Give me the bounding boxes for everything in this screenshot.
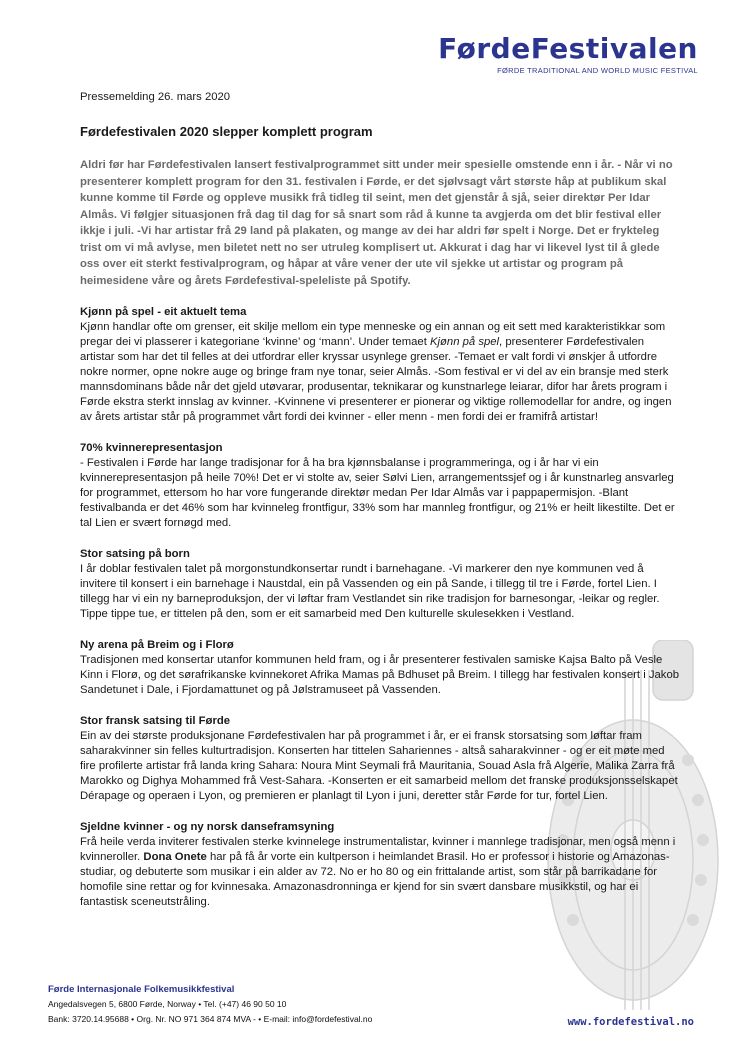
section-body (80, 320, 680, 425)
artist-name: Dona Onete (143, 851, 207, 863)
theme-emphasis: Kjønn på spel (429, 336, 500, 348)
logo-tagline: FØRDE TRADITIONAL AND WORLD MUSIC FESTIVAL (497, 66, 698, 75)
page-title: Førdefestivalen 2020 slepper komplett program (80, 124, 373, 139)
date-line: Pressemelding 26. mars 2020 (80, 91, 231, 103)
section-body (80, 835, 680, 910)
section-new-arena (80, 638, 680, 698)
section-body: - Festivalen i Førde har lange tradisjonar for å ha bra kjønnsbalanse i programmeringa, og i år har vi ein kvinnerepresentasjon på heile 70%! Det er vi stolte av, seier Sølvi Lien, arrangementssjef og i år kunstnarleg ansvarleg for programmet, ettersom ho har vore fungerande direktør medan Per Idar Almås var i pappapermisjon. -Blant festivalbanda er det 46% som har kvinneleg frontfigur, 33% som har mannleg frontfigur, og 21% er heilt likestilte. Det er tal Lien er svært fornøgd med. (80, 457, 675, 529)
intro-paragraph: Aldri før har Førdefestivalen lansert festivalprogrammet sitt under meir spesielle omstende enn i år. - Når vi no presenterer komplett program for den 31. festivalen i Førde, er det sjølvsagt vårt største håp at publikum skal kunne komme til Førde og oppleve musikk frå tidleg til seint, men det gjenstår å sjå, seier direktør Per Idar Almås. Vi følgjer situasjonen frå dag til dag for så snart som råd å kunne ta avgjerda om det blir festival eller ikkje i juli. -Vi har artistar frå 29 land på plakaten, og mange av dei har aldri før spelt i Norge. Det er frykteleg trist om vi må avlyse, men biletet nett no ser utruleg komplisert ut. Akkurat i dag har vi likevel lyst til å glede oss over eit sterkt festivalprogram, og håpar at våre vener der ute vil sjekke ut artistar og program på heimesidene våre og årets Førdefestival-speleliste på Spotify. (80, 159, 673, 287)
footer-address: Angedalsvegen 5, 6800 Førde, Norway • Tel. (+47) 46 90 50 10 (48, 999, 287, 1009)
footer-bank-info: Bank: 3720.14.95688 • Org. Nr. NO 971 364 874 MVA - • E-mail: info@fordefestival.no (48, 1014, 373, 1024)
footer-org-name: Førde Internasjonale Folkemusikkfestival (48, 984, 235, 995)
section-female-representation (80, 441, 680, 531)
section-heading: Stor satsing på born (80, 548, 190, 560)
footer (48, 982, 372, 1027)
section-body: I år doblar festivalen talet på morgonstundkonsertar rundt i barnehagane. -Vi markerer den nye kommunen ved å invitere til konsert i ein barnehage i Naustdal, ein på Vassenden og ein på Sande, i tillegg til tre i Førde, fortel Lien. I tillegg har vi ein ny barneproduksjon, der vi løftar fram Vestlandet sin rike tradisjon for barnesongar, -leikar og regler. Tippe tippe tue, er tittelen på den, som er eit samarbeid med Den kulturelle skulesekken i Vestland. (80, 563, 660, 620)
section-children (80, 547, 680, 622)
body-text: Frå heile verda inviterer festivalen sterke kvinnelege instrumentalistar, kvinner i mannlege tradisjonar, men også menn i kvinneroller. (80, 836, 676, 863)
body-text: , presenterer Førdefestivalen artistar som har det til felles at dei utfordrar eller kryssar usynlege grenser. -Temaet er valt fordi vi ønskjer å utfordre nokre normer, opne nokre auge og bringe fram nye tonar, seier Almås. -Som festival er vi del av ein bransje med sterk mannsdominans både når det gjeld utøvarar, produsentar, teknikarar og kunstnarlege leiarar, difor har årets program i Førde ekstra sterkt innslag av kvinner. -Kvinnene vi presenterer er pionerar og viktige rollemodellar for andre, og ingen av årets artistar står på programmet vårt fordi dei kvinner - eller menn - men fordi dei er framifrå artistar! (80, 336, 672, 423)
section-heading: Sjeldne kvinner - og ny norsk danseframsyning (80, 821, 335, 833)
section-gender (80, 305, 680, 425)
website-link[interactable]: www.fordefestival.no (567, 1016, 694, 1028)
section-heading: Stor fransk satsing til Førde (80, 715, 231, 727)
press-release-body (80, 90, 680, 910)
festival-logo (438, 34, 698, 75)
body-text: Kjønn handlar ofte om grenser, eit skilje mellom ein type menneske og ein annan og eit sett med karakteristikkar som pregar dei vi plasserer i kategoriane ‘kvinne’ og ‘mann’. Under temaet (80, 321, 666, 348)
section-french-production (80, 714, 680, 804)
section-heading: Ny arena på Breim og i Florø (80, 639, 234, 651)
logo-wordmark: FørdeFestivalen (438, 32, 698, 65)
section-body: Tradisjonen med konsertar utanfor kommunen held fram, og i år presenterer festivalen samiske Kajsa Balto på Vesle Kinn i Florø, og det sørafrikanske kvinnekoret Afrika Mamas på Bdhuset på Breim. I tillegg har festivalen konsert i Jakob Sandetunet i Dale, i Fjordamattunet og på Jølstramuseet på Vassenden. (80, 654, 680, 696)
section-rare-women (80, 820, 680, 910)
section-body: Ein av dei største produksjonane Førdefestivalen har på programmet i år, er ei fransk storsatsing som løftar fram saharakvinner sin felles kulturtradisjon. Konserten har tittelen Sahariennes - altså saharakvinner - og er eit møte med fire profilerte artistar frå landa kring Sahara: Noura Mint Seymali frå Mauritania, Souad Asla frå Algerie, Malika Zarra frå Marokko og Dighya Mohammed frå Vest-Sahara. -Konserten er eit samarbeid mellom det franske produksjonsselskapet Dérapage og operaen i Lyon, og premieren er planlagt til Lyon i juni, deretter står Førde for tur, fortel Lien. (80, 730, 678, 802)
body-text: har på få år vorte ein kultperson i heimlandet Brasil. Ho er professor i historie og Amazonas-studiar, og debuterte som musikar i ein alder av 72. No er ho 80 og ein frittalande artist, som står på barrikadane for homofile sine rettar og for kvinnesaka. Amazonasdronninga er kjend for sin svært dansbare musikkstil, og har ei fantastisk sceneutstråling. (80, 851, 670, 908)
section-heading: Kjønn på spel - eit aktuelt tema (80, 306, 247, 318)
section-heading: 70% kvinnerepresentasjon (80, 442, 223, 454)
